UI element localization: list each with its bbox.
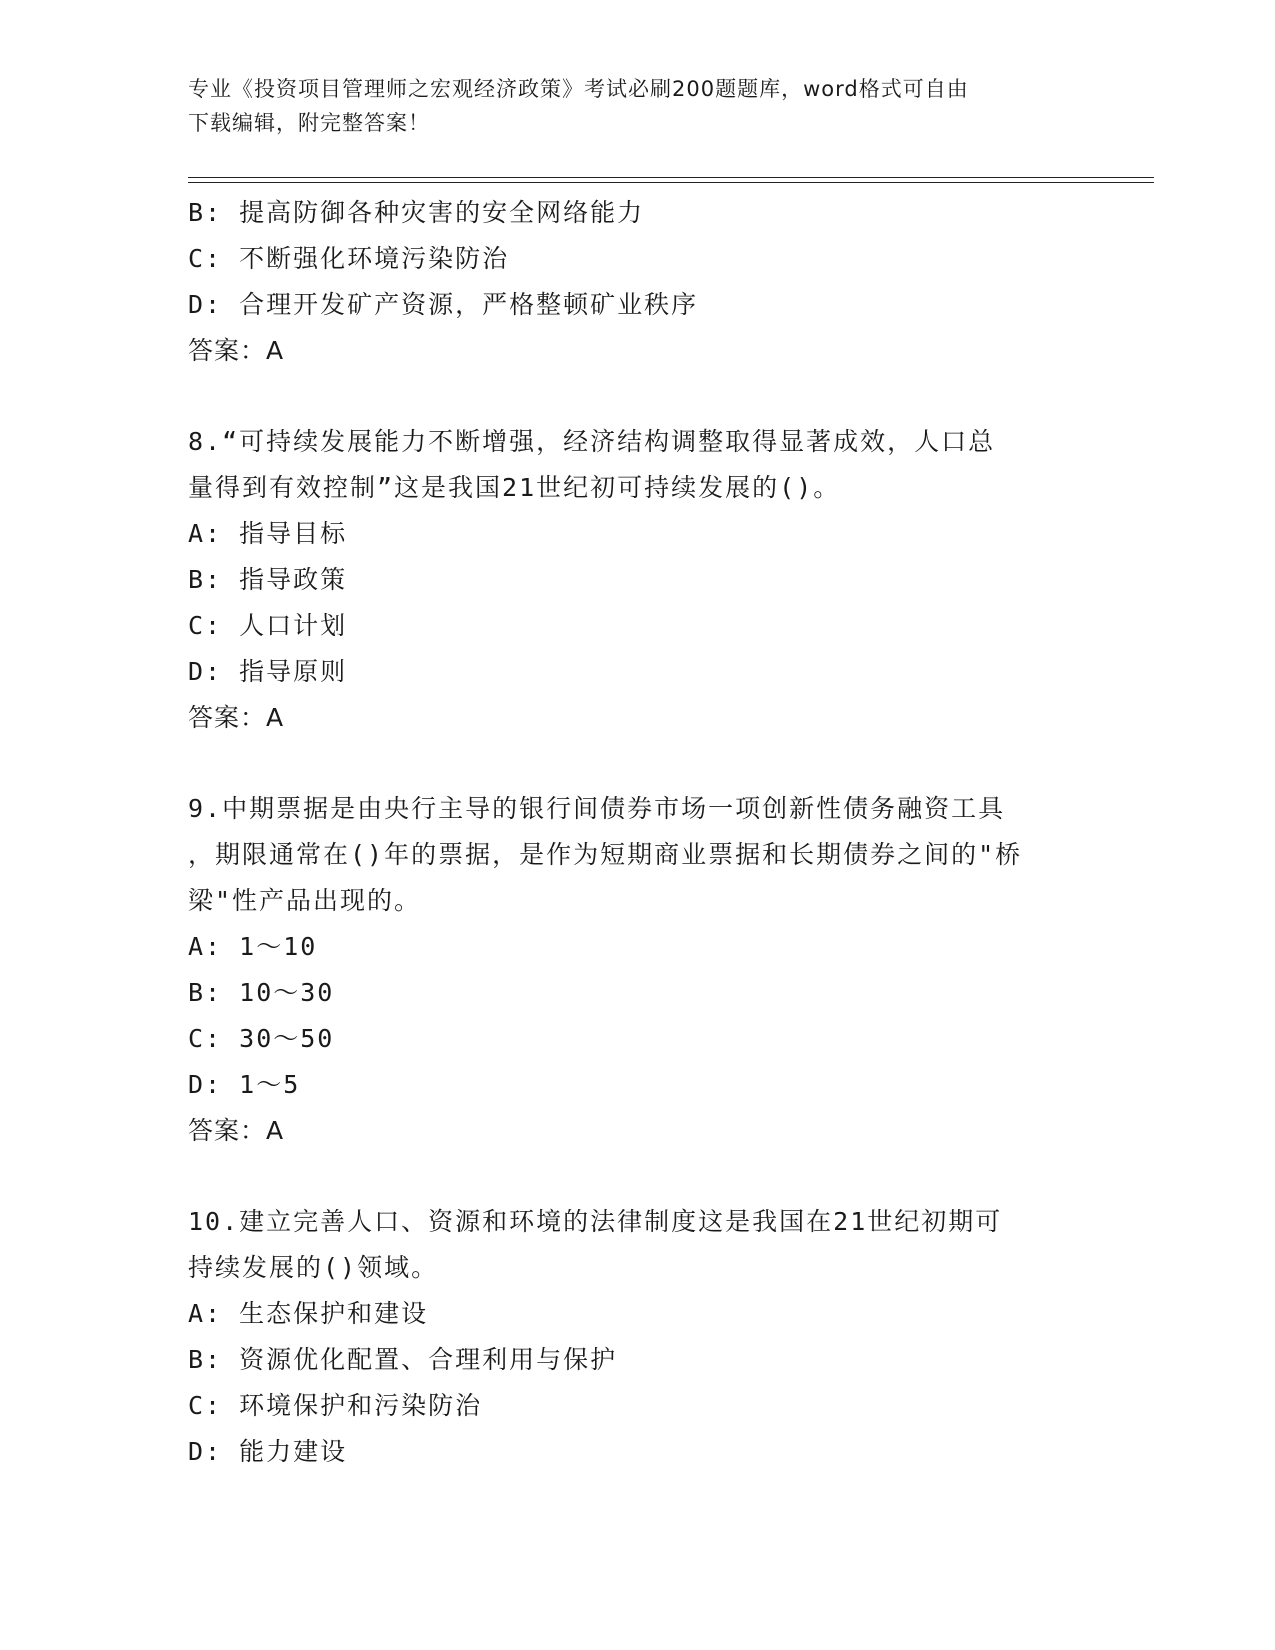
option-c: C: 人口计划 bbox=[188, 611, 348, 640]
spacer bbox=[188, 1154, 1088, 1199]
question-8 bbox=[188, 419, 1088, 741]
option-b: B: 资源优化配置、合理利用与保护 bbox=[188, 1345, 618, 1374]
question-10 bbox=[188, 1199, 1088, 1475]
question-text-line-1: 10.建立完善人口、资源和环境的法律制度这是我国在21世纪初期可 bbox=[188, 1207, 1003, 1236]
question-text-line-2: ，期限通常在()年的票据，是作为短期商业票据和长期债券之间的"桥 bbox=[188, 840, 1023, 869]
option-d: D: 能力建设 bbox=[188, 1437, 348, 1466]
header-rule-bottom bbox=[188, 182, 1154, 183]
option-d: D: 指导原则 bbox=[188, 657, 348, 686]
option-c: C: 环境保护和污染防治 bbox=[188, 1391, 483, 1420]
spacer bbox=[188, 374, 1088, 419]
document-header bbox=[188, 72, 1068, 140]
header-line-1: 专业《投资项目管理师之宏观经济政策》考试必刷200题题库，word格式可自由 bbox=[188, 77, 969, 101]
question-text-line-2: 量得到有效控制”这是我国21世纪初可持续发展的()。 bbox=[188, 473, 841, 502]
question-7 bbox=[188, 190, 1088, 374]
answer-line: 答案：A bbox=[188, 1116, 285, 1145]
option-a: A: 指导目标 bbox=[188, 519, 348, 548]
question-text-line-2: 持续发展的()领域。 bbox=[188, 1253, 439, 1282]
question-text-line-1: 9.中期票据是由央行主导的银行间债券市场一项创新性债务融资工具 bbox=[188, 794, 1006, 823]
option-b: B: 10～30 bbox=[188, 978, 335, 1007]
option-a: A: 1～10 bbox=[188, 932, 318, 961]
option-d: D: 1～5 bbox=[188, 1070, 301, 1099]
header-rule-top bbox=[188, 177, 1154, 178]
option-d: D: 合理开发矿产资源，严格整顿矿业秩序 bbox=[188, 290, 699, 319]
header-line-2: 下载编辑，附完整答案！ bbox=[188, 111, 430, 135]
option-c: C: 不断强化环境污染防治 bbox=[188, 244, 510, 273]
option-c: C: 30～50 bbox=[188, 1024, 335, 1053]
answer-line: 答案：A bbox=[188, 703, 285, 732]
question-text-line-3: 梁"性产品出现的。 bbox=[188, 886, 422, 915]
option-a: A: 生态保护和建设 bbox=[188, 1299, 429, 1328]
answer-line: 答案：A bbox=[188, 336, 285, 365]
spacer bbox=[188, 741, 1088, 786]
question-9 bbox=[188, 786, 1088, 1154]
option-b: B: 指导政策 bbox=[188, 565, 348, 594]
question-list bbox=[188, 190, 1088, 1475]
question-text-line-1: 8.“可持续发展能力不断增强，经济结构调整取得显著成效，人口总 bbox=[188, 427, 996, 456]
option-b: B: 提高防御各种灾害的安全网络能力 bbox=[188, 198, 645, 227]
